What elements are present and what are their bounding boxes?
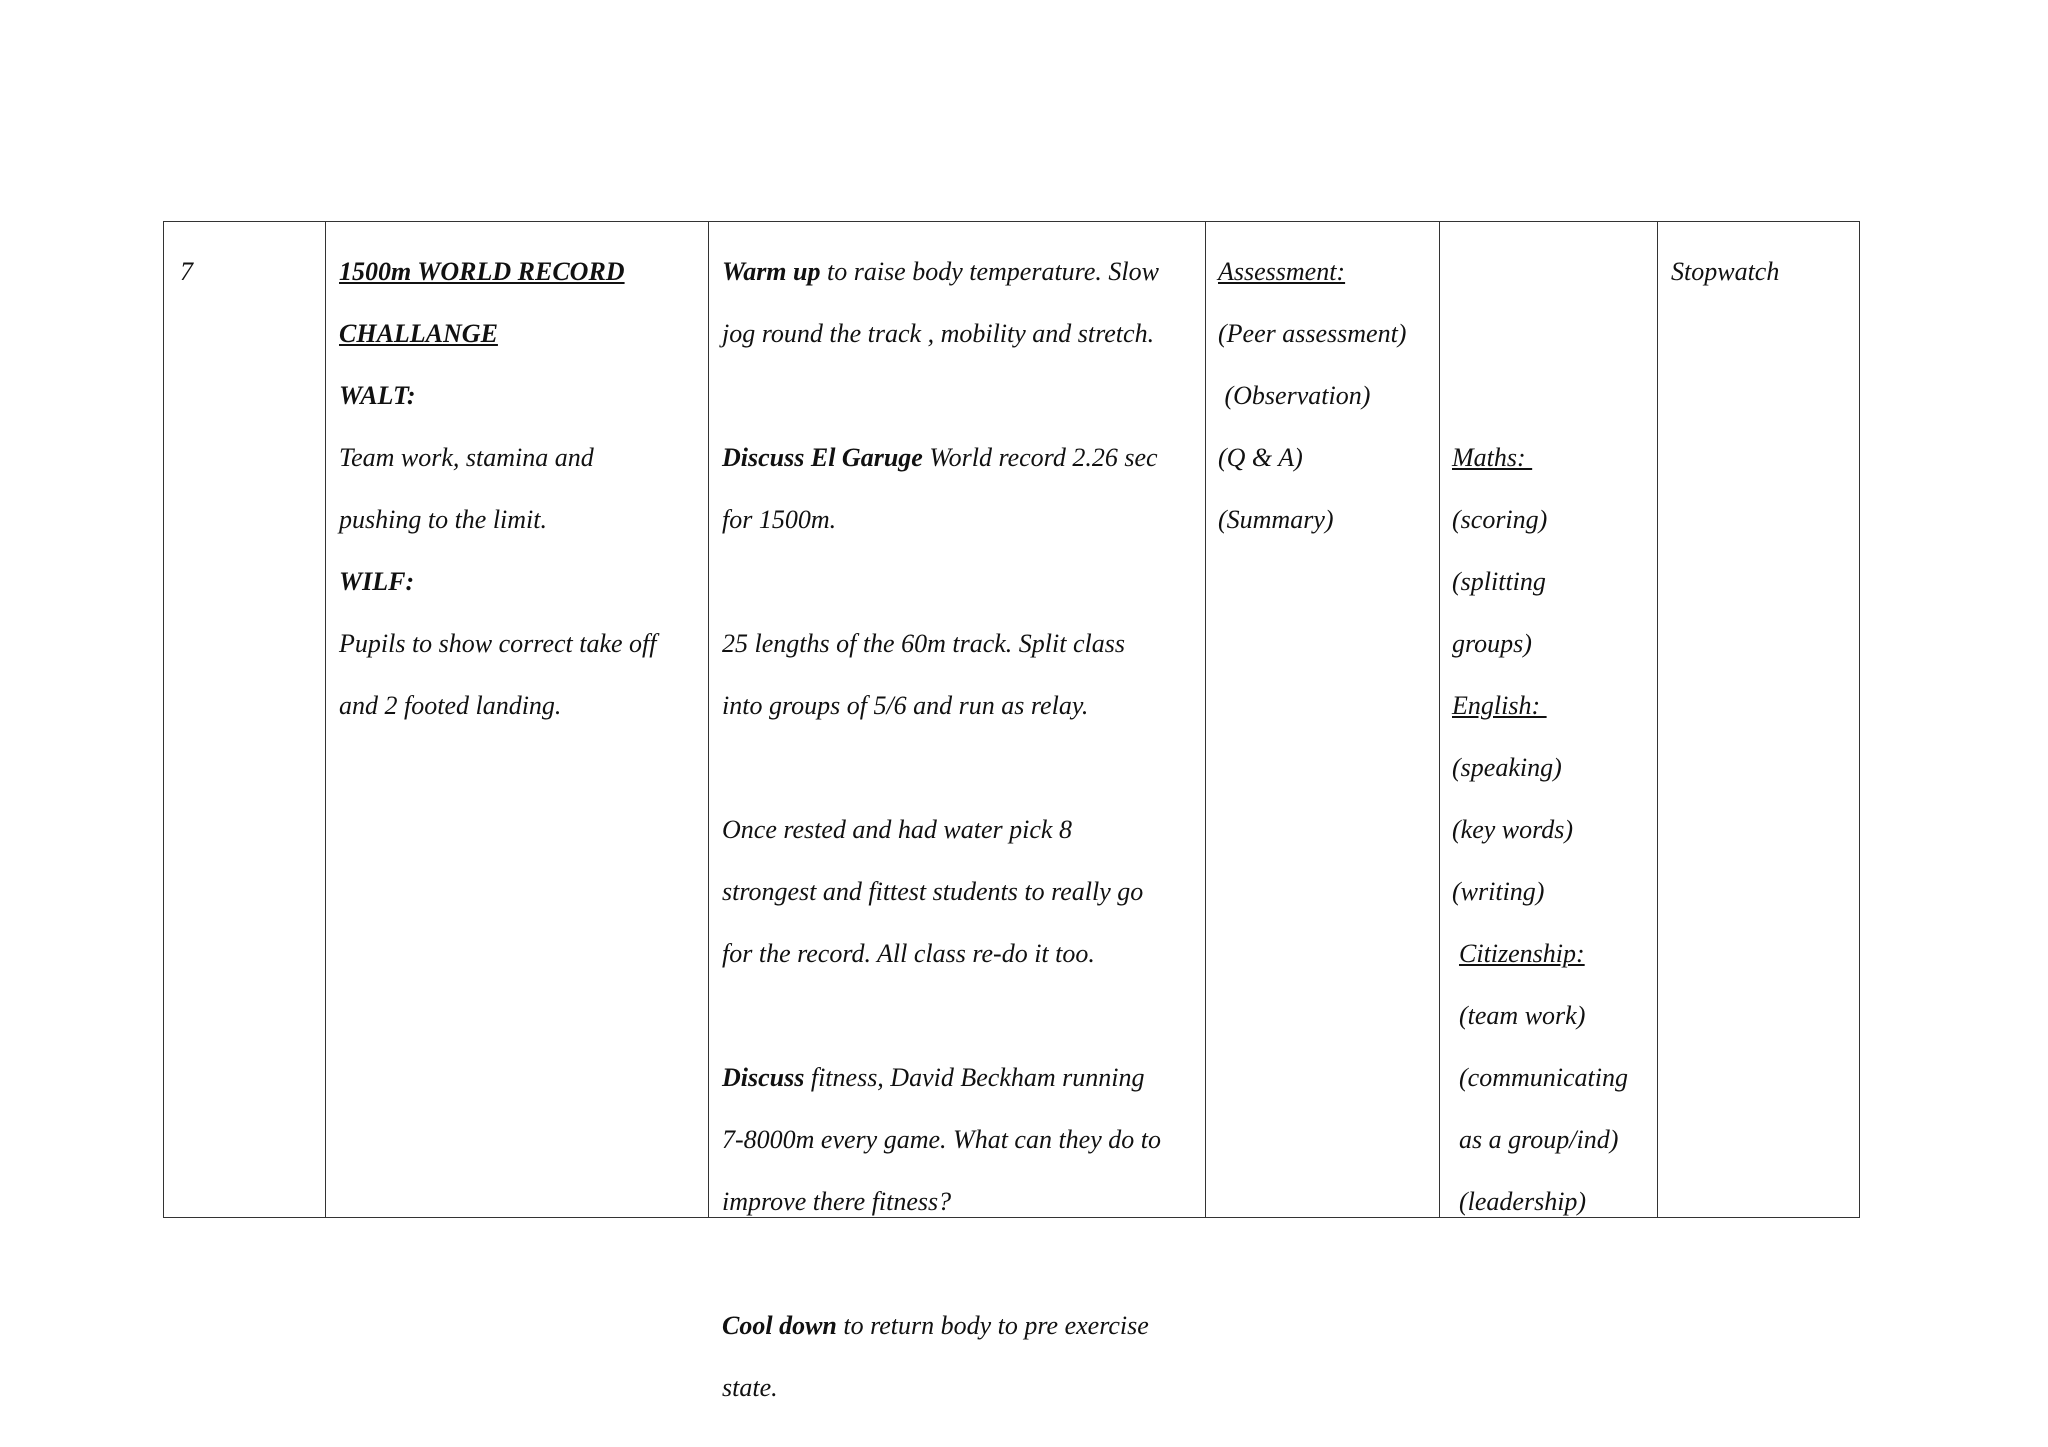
column-divider bbox=[1205, 222, 1206, 1217]
wilf-label: WILF: bbox=[339, 567, 415, 596]
discuss-heading: Discuss El Garuge bbox=[722, 443, 923, 472]
resources-cell bbox=[1671, 225, 1779, 318]
citizenship-item: as a group/ind) bbox=[1459, 1125, 1619, 1154]
column-divider bbox=[325, 222, 326, 1217]
maths-item: (splitting bbox=[1452, 567, 1546, 596]
assessment-item: (Peer assessment) bbox=[1218, 319, 1407, 348]
paragraph-gap bbox=[722, 566, 1161, 597]
wilf-text: and 2 footed landing. bbox=[339, 691, 562, 720]
lesson-number: 7 bbox=[180, 257, 193, 286]
column-divider bbox=[1657, 222, 1658, 1217]
citizenship-label: Citizenship: bbox=[1459, 939, 1585, 968]
discuss-record-paragraph bbox=[722, 442, 1161, 473]
maths-label: Maths: bbox=[1452, 443, 1533, 472]
cross-curricular-cell bbox=[1452, 411, 1628, 1248]
assessment-item: (Observation) bbox=[1218, 381, 1371, 410]
discuss-fitness-paragraph bbox=[722, 1062, 1161, 1093]
wilf-text: Pupils to show correct take off bbox=[339, 629, 657, 658]
warm-up-paragraph bbox=[722, 256, 1161, 287]
lesson-title-line: CHALLANGE bbox=[339, 319, 498, 348]
maths-item: (scoring) bbox=[1452, 505, 1548, 534]
english-label: English: bbox=[1452, 691, 1547, 720]
activity-text: 25 lengths of the 60m track. Split class bbox=[722, 629, 1125, 658]
column-divider bbox=[708, 222, 709, 1217]
activity-text: Once rested and had water pick 8 bbox=[722, 815, 1072, 844]
assessment-cell bbox=[1218, 225, 1406, 566]
activity-text: for the record. All class re-do it too. bbox=[722, 939, 1095, 968]
paragraph-gap bbox=[722, 1248, 1161, 1279]
activity-text: to raise body temperature. Slow bbox=[820, 257, 1159, 286]
assessment-item: (Q & A) bbox=[1218, 443, 1303, 472]
discuss-heading: Discuss bbox=[722, 1063, 805, 1092]
paragraph-gap bbox=[722, 752, 1161, 783]
activity-text: 7-8000m every game. What can they do to bbox=[722, 1125, 1161, 1154]
cool-down-paragraph bbox=[722, 1310, 1161, 1341]
lesson-title-line: 1500m WORLD RECORD bbox=[339, 257, 625, 286]
walt-label: WALT: bbox=[339, 381, 416, 410]
activity-text: fitness, David Beckham running bbox=[804, 1063, 1145, 1092]
english-item: (speaking) bbox=[1452, 753, 1562, 782]
maths-item: groups) bbox=[1452, 629, 1532, 658]
english-item: (key words) bbox=[1452, 815, 1574, 844]
objectives-cell bbox=[339, 225, 657, 752]
citizenship-item: (leadership) bbox=[1459, 1187, 1587, 1216]
warm-up-heading: Warm up bbox=[722, 257, 821, 286]
walt-text: pushing to the limit. bbox=[339, 505, 547, 534]
resources-text: Stopwatch bbox=[1671, 257, 1780, 286]
column-divider bbox=[1439, 222, 1440, 1217]
lesson-plan-table bbox=[163, 221, 1860, 1402]
activity-text: into groups of 5/6 and run as relay. bbox=[722, 691, 1089, 720]
walt-text: Team work, stamina and bbox=[339, 443, 594, 472]
activity-text: improve there fitness? bbox=[722, 1187, 952, 1216]
citizenship-item: (team work) bbox=[1459, 1001, 1586, 1030]
activity-text: World record 2.26 sec bbox=[922, 443, 1158, 472]
cool-down-heading: Cool down bbox=[722, 1311, 837, 1340]
activity-text: state. bbox=[722, 1373, 778, 1402]
paragraph-gap bbox=[722, 1000, 1161, 1031]
activities-cell bbox=[722, 225, 1161, 1434]
english-item: (writing) bbox=[1452, 877, 1545, 906]
assessment-item: (Summary) bbox=[1218, 505, 1334, 534]
activity-text: to return body to pre exercise bbox=[836, 1311, 1149, 1340]
activity-text: jog round the track , mobility and stretch. bbox=[722, 319, 1155, 348]
lesson-number-cell bbox=[180, 225, 193, 318]
activity-text: strongest and fittest students to really go bbox=[722, 877, 1144, 906]
assessment-label: Assessment: bbox=[1218, 257, 1346, 286]
paragraph-gap bbox=[722, 380, 1161, 411]
citizenship-item: (communicating bbox=[1459, 1063, 1628, 1092]
activity-text: for 1500m. bbox=[722, 505, 837, 534]
